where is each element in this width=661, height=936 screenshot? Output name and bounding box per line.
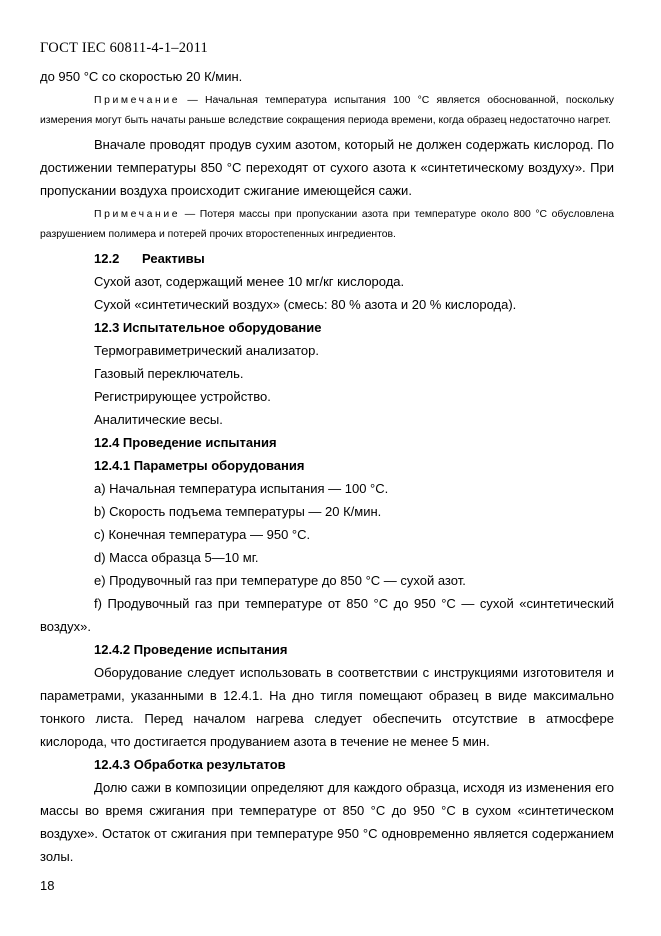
list-item: d) Масса образца 5—10 мг.	[94, 550, 259, 565]
section-heading-12-4-1: 12.4.1 Параметры оборудования	[94, 458, 305, 473]
section-number: 12.2	[94, 251, 120, 266]
standard-header: ГОСТ IEC 60811-4-1–2011	[40, 40, 208, 56]
section-heading-12-4-3: 12.4.3 Обработка результатов	[94, 757, 286, 772]
note-text: — Начальная температура испытания 100 °С является обоснованной, поскольку измерения могут быть начаты раньше вследствие сокращения периода времени, когда образец недостаточно нагрет.	[40, 95, 614, 126]
page-number: 18	[40, 878, 55, 893]
paragraph-continuation: до 950 °С со скоростью 20 К/мин.	[40, 69, 243, 84]
note-text: — Потеря массы при пропускании азота при температуре около 800 °С обусловлена разрушением полимера и потерей прочих второстепенных ингредиентов.	[40, 209, 614, 240]
list-item: Сухой «синтетический воздух» (смесь: 80 % азота и 20 % кислорода).	[94, 297, 517, 312]
list-item: Регистрирующее устройство.	[94, 389, 271, 404]
section-heading-12-4-2: 12.4.2 Проведение испытания	[94, 642, 288, 657]
list-item: f) Продувочный газ при температуре от 850 °С до 950 °С — сухой «синтетический воздух».	[40, 596, 614, 634]
list-item: с) Конечная температура — 950 °С.	[94, 527, 311, 542]
section-heading-12-2	[40, 247, 614, 270]
note-label: Примечание	[94, 95, 181, 106]
list-item: Сухой азот, содержащий менее 10 мг/кг кислорода.	[94, 274, 405, 289]
list-item: b) Скорость подъема температуры — 20 К/мин.	[94, 504, 382, 519]
list-item: а) Начальная температура испытания — 100 °С.	[94, 481, 389, 496]
section-heading-12-4: 12.4 Проведение испытания	[94, 435, 277, 450]
paragraph-results: Долю сажи в композиции определяют для каждого образца, исходя из изменения его массы во время сжигания при температуре от 850 °С до 950 °С в сухом «синтетическом воздухе». Остаток от сжигания при температуре 950 °С одновременно является содержанием золы.	[40, 780, 614, 864]
section-heading-12-3: 12.3 Испытательное оборудование	[94, 320, 322, 335]
note-2	[40, 205, 614, 245]
note-label: Примечание	[94, 209, 181, 220]
list-item: Аналитические весы.	[94, 412, 223, 427]
list-item: Термогравиметрический анализатор.	[94, 343, 319, 358]
note-1	[40, 91, 614, 131]
section-title: Реактивы	[142, 251, 205, 266]
list-item: е) Продувочный газ при температуре до 850 °С — сухой азот.	[94, 573, 466, 588]
paragraph-purge: Вначале проводят продув сухим азотом, который не должен содержать кислород. По достижении температуры 850 °С переходят от сухого азота к «синтетическому воздуху». При пропускании воздуха происходит сжигание имеющейся сажи.	[40, 137, 614, 198]
paragraph-procedure: Оборудование следует использовать в соответствии с инструкциями изготовителя и параметрами, указанными в 12.4.1. На дно тигля помещают образец в виде максимально тонкого листа. Перед началом нагрева следует обеспечить отсутствие в атмосфере кислорода, что достигается продуванием азота в течение не менее 5 мин.	[40, 665, 614, 749]
document-body	[40, 65, 614, 868]
list-item: Газовый переключатель.	[94, 366, 244, 381]
